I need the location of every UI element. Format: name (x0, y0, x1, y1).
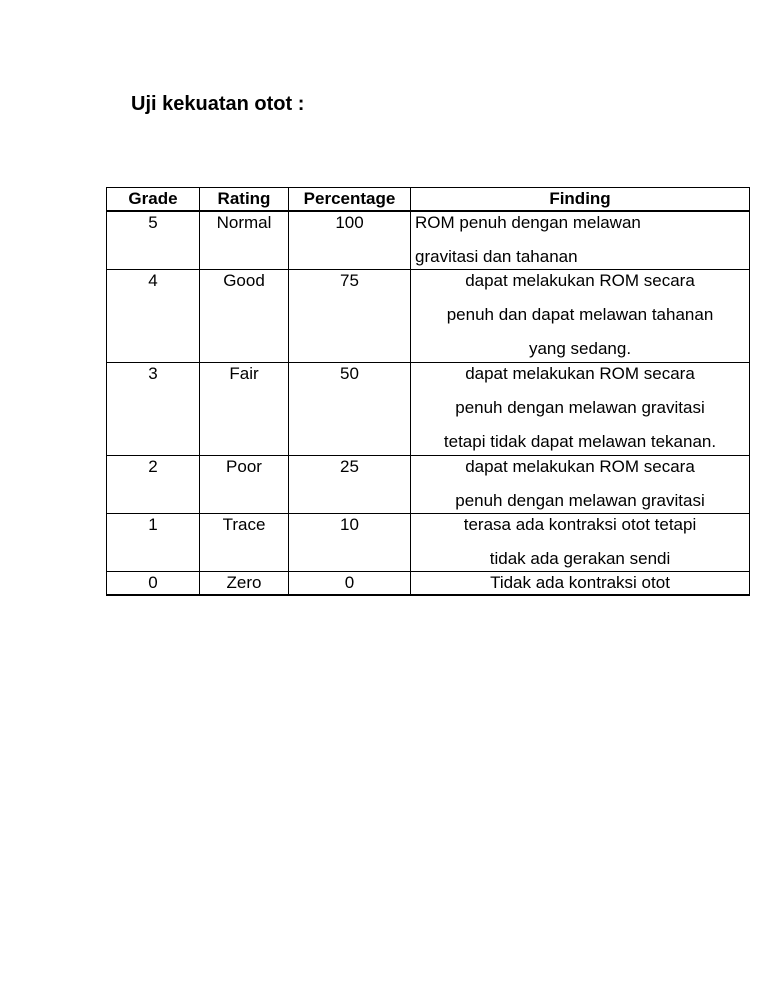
cell-rating: Trace (200, 513, 289, 571)
cell-finding (411, 571, 750, 595)
finding-line: yang sedang. (528, 338, 632, 358)
cell-finding (411, 269, 750, 362)
finding-line: dapat melakukan ROM secara (465, 456, 695, 476)
finding-line: terasa ada kontraksi otot tetapi (463, 514, 697, 534)
cell-finding (411, 362, 750, 455)
cell-grade: 3 (107, 362, 200, 455)
muscle-strength-table (106, 187, 750, 596)
cell-grade: 2 (107, 455, 200, 513)
cell-rating: Fair (200, 362, 289, 455)
finding-line: gravitasi dan tahanan (415, 247, 578, 266)
finding-line: Tidak ada kontraksi otot (490, 572, 670, 592)
header-finding: Finding (411, 188, 750, 212)
cell-finding (411, 513, 750, 571)
cell-percentage: 100 (289, 211, 411, 269)
cell-finding (411, 211, 750, 269)
cell-grade: 5 (107, 211, 200, 269)
finding-line: dapat melakukan ROM secara (465, 270, 695, 290)
finding-line: tidak ada gerakan sendi (489, 548, 671, 568)
header-rating: Rating (200, 188, 289, 212)
table-row (107, 269, 750, 362)
finding-line: dapat melakukan ROM secara (465, 363, 695, 383)
finding-line: tetapi tidak dapat melawan tekanan. (443, 431, 717, 451)
header-percentage: Percentage (289, 188, 411, 212)
cell-percentage: 25 (289, 455, 411, 513)
header-grade: Grade (107, 188, 200, 212)
table-row (107, 513, 750, 571)
cell-percentage: 10 (289, 513, 411, 571)
cell-rating: Normal (200, 211, 289, 269)
table-header-row (107, 188, 750, 212)
table-row (107, 362, 750, 455)
cell-rating: Good (200, 269, 289, 362)
cell-rating: Zero (200, 571, 289, 595)
page-title: Uji kekuatan otot : (131, 93, 305, 115)
finding-line: penuh dengan melawan gravitasi (455, 490, 705, 510)
finding-line: penuh dengan melawan gravitasi (455, 397, 705, 417)
cell-grade: 0 (107, 571, 200, 595)
cell-percentage: 75 (289, 269, 411, 362)
table-row (107, 455, 750, 513)
table-row (107, 571, 750, 595)
cell-finding (411, 455, 750, 513)
finding-line: penuh dan dapat melawan tahanan (446, 304, 714, 324)
finding-line: ROM penuh dengan melawan (415, 213, 641, 232)
cell-percentage: 50 (289, 362, 411, 455)
cell-percentage: 0 (289, 571, 411, 595)
cell-rating: Poor (200, 455, 289, 513)
table-row (107, 211, 750, 269)
cell-grade: 1 (107, 513, 200, 571)
cell-grade: 4 (107, 269, 200, 362)
